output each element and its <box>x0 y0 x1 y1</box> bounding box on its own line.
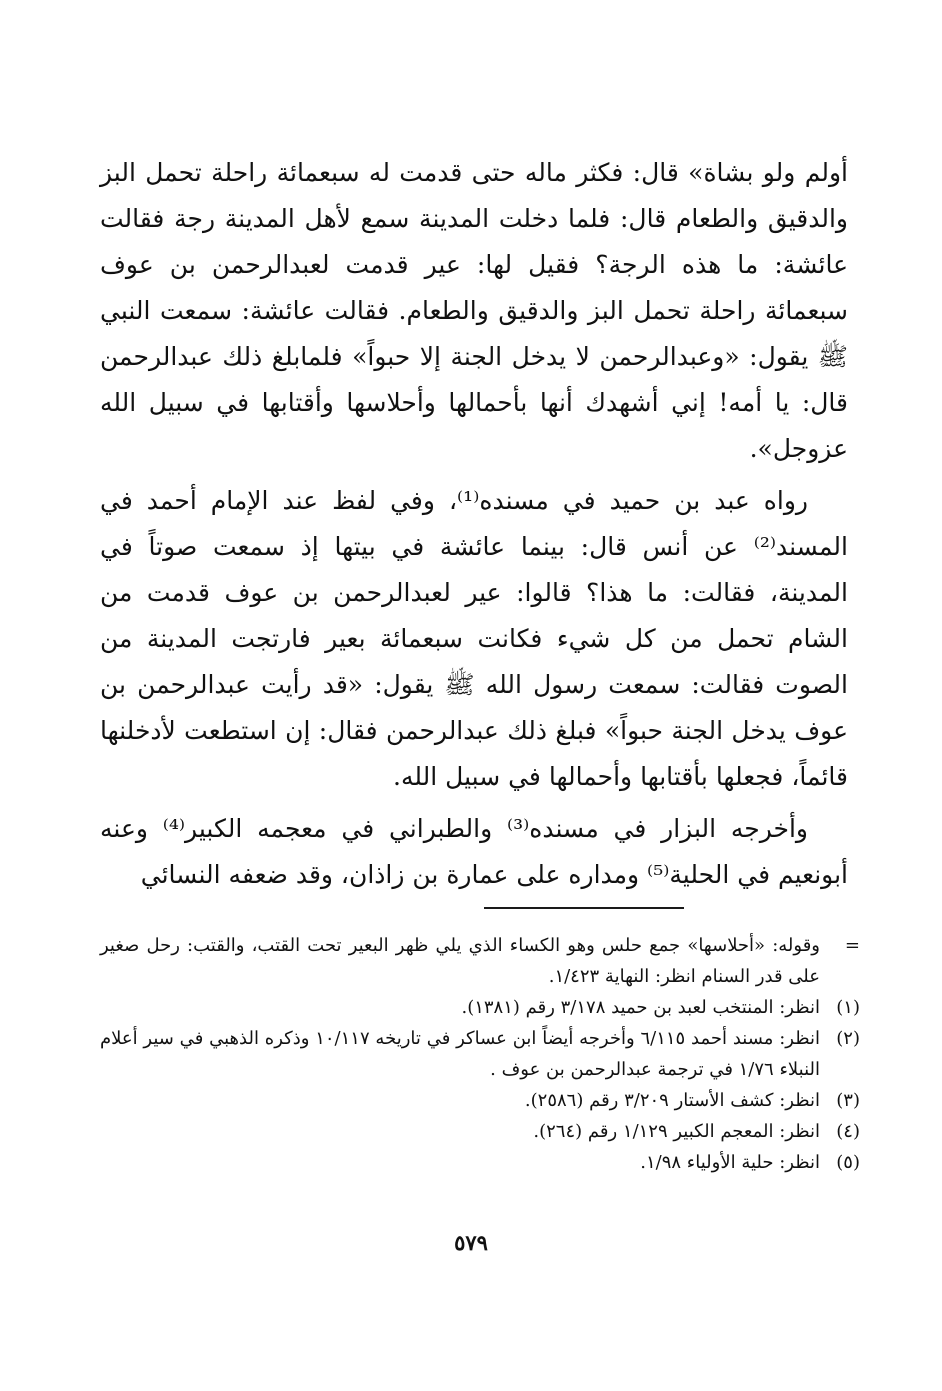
footnote-text: انظر: حلية الأولياء ١/٩٨. <box>640 1152 820 1173</box>
footnote-4 <box>100 1116 860 1147</box>
footnote-marker: = <box>844 935 860 956</box>
page-number: ٥٧٩ <box>454 1230 488 1255</box>
paragraph-1: أولم ولو بشاة» قال: فكثر ماله حتى قدمت له سبعمائة راحلة تحمل البز والدقيق والطعام قال: فلما دخلت المدينة سمع لأهل المدينة رجة فقالت عائشة: ما هذه الرجة؟ فقيل لها: عير قدمت لعبدالرحمن بن عوف سبعمائة راحلة تحمل البز والدقيق والطعام. فقالت عائشة: سمعت النبي ﷺ يقول: «وعبدالرحمن لا يدخل الجنة إلا حبواً» فلمابلغ ذلك عبدالرحمن قال: يا أمه! إني أشهدك أنها بأحمالها وأحلاسها وأقتابها في سبيل الله عزوجل». <box>100 158 848 463</box>
footnote-marker: (٢) <box>836 1028 860 1049</box>
main-text <box>100 150 848 898</box>
footnote-marker: (٣) <box>836 1090 860 1111</box>
footnote-text: انظر: مسند أحمد ٦/١١٥ وأخرجه أيضاً ابن عساكر في تاريخه ١٠/١١٧ وذكره الذهبي في سير أعلام النبلاء ١/٧٦ في ترجمة عبدالرحمن بن عوف . <box>100 1028 820 1080</box>
footnote-text: انظر: المنتخب لعبد بن حميد ٣/١٧٨ رقم (١٣٨١). <box>461 997 820 1018</box>
footnote-text: وقوله: «أحلاسها» جمع حلس وهو الكساء الذي يلي ظهر البعير تحت القتب، والقتب: رحل صغير على قدر السنام انظر: النهاية ١/٤٢٣. <box>100 935 820 987</box>
footnote-marker: (٤) <box>836 1121 860 1142</box>
footnote-marker: (١) <box>836 997 860 1018</box>
footnote-1 <box>100 992 860 1023</box>
footnotes <box>100 930 860 1178</box>
footnote-text: انظر: كشف الأستار ٣/٢٠٩ رقم (٢٥٨٦). <box>524 1090 820 1111</box>
footnote-text: انظر: المعجم الكبير ١/١٢٩ رقم (٢٦٤). <box>533 1121 820 1142</box>
footnote-5 <box>100 1147 860 1178</box>
footnote-continued <box>100 930 860 992</box>
footnote-separator <box>484 907 684 909</box>
footnote-3 <box>100 1085 860 1116</box>
footnote-marker: (٥) <box>836 1152 860 1173</box>
paragraph-2: رواه عبد بن حميد في مسنده⁽¹⁾، وفي لفظ عند الإمام أحمد في المسند⁽²⁾ عن أنس قال: بينما عائشة في بيتها إذ سمعت صوتاً في المدينة، فقالت: ما هذا؟ قالوا: عير لعبدالرحمن بن عوف قدمت من الشام تحمل من كل شيء فكانت سبعمائة بعير فارتجت المدينة من الصوت فقالت: سمعت رسول الله ﷺ يقول: «قد رأيت عبدالرحمن بن عوف يدخل الجنة حبواً» فبلغ ذلك عبدالرحمن فقال: إن استطعت لأدخلنها قائماً، فجعلها بأقتابها وأحمالها في سبيل الله. <box>100 486 848 791</box>
paragraph-3: وأخرجه البزار في مسنده⁽³⁾ والطبراني في معجمه الكبير⁽⁴⁾ وعنه أبونعيم في الحلية⁽⁵⁾ ومداره على عمارة بن زاذان، وقد ضعفه النسائي <box>100 814 848 889</box>
footnote-2 <box>100 1023 860 1085</box>
